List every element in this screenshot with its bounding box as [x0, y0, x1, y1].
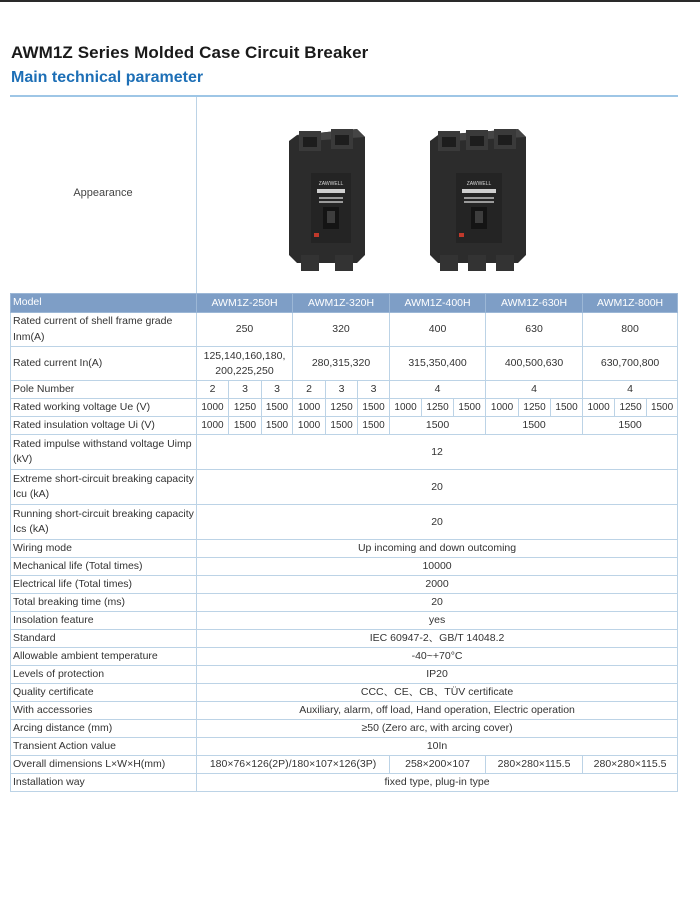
table-row [11, 505, 678, 540]
row-label: Extreme short-circuit breaking capacity Icu (kA) [11, 470, 197, 505]
cell: 4 [390, 381, 486, 399]
table-row [11, 313, 678, 347]
cell: 1500 [229, 417, 262, 435]
cell: 1500 [358, 417, 390, 435]
cell: 12 [197, 435, 678, 470]
cell: 2 [293, 381, 326, 399]
row-label: Wiring mode [11, 540, 197, 558]
section-subtitle: Main technical parameter [11, 69, 204, 86]
cell: 20 [197, 505, 678, 540]
cell: 1500 [326, 417, 358, 435]
cell: 3 [229, 381, 262, 399]
cell: 280×280×115.5 [583, 756, 678, 774]
row-label: Rated current In(A) [11, 347, 197, 381]
table-row [11, 774, 678, 792]
cell: 125,140,160,180, 200,225,250 [197, 347, 293, 381]
appearance-label: Appearance [73, 187, 133, 199]
table-row [11, 435, 678, 470]
cell: 1250 [229, 399, 262, 417]
table-row [11, 594, 678, 612]
cell: 4 [486, 381, 583, 399]
table-row [11, 666, 678, 684]
breaker-3p-image [428, 127, 528, 273]
cell: 1250 [519, 399, 551, 417]
table-row [11, 381, 678, 399]
cell: 1250 [422, 399, 454, 417]
cell: IP20 [197, 666, 678, 684]
cell: 180×76×126(2P)/180×107×126(3P) [197, 756, 390, 774]
row-label: Transient Action value [11, 738, 197, 756]
cell: 3 [358, 381, 390, 399]
cell: 258×200×107 [390, 756, 486, 774]
cell: 1500 [551, 399, 583, 417]
cell: 1500 [583, 417, 678, 435]
row-label: Allowable ambient temperature [11, 648, 197, 666]
row-label: Electrical life (Total times) [11, 576, 197, 594]
table-row [11, 702, 678, 720]
table-row [11, 630, 678, 648]
spec-table [10, 293, 678, 792]
table-row [11, 738, 678, 756]
cell: 320 [293, 313, 390, 347]
cell: IEC 60947-2、GB/T 14048.2 [197, 630, 678, 648]
table-row [11, 558, 678, 576]
table-row [11, 417, 678, 435]
breaker-3p-brand: ZAWWELL [466, 181, 492, 187]
cell: 400,500,630 [486, 347, 583, 381]
cell: 4 [583, 381, 678, 399]
cell: 1250 [615, 399, 647, 417]
cell: fixed type, plug-in type [197, 774, 678, 792]
cell: 1000 [390, 399, 422, 417]
row-label: Quality certificate [11, 684, 197, 702]
row-label: Total breaking time (ms) [11, 594, 197, 612]
cell: 2000 [197, 576, 678, 594]
cell: 1000 [197, 417, 229, 435]
table-row [11, 540, 678, 558]
cell: 630,700,800 [583, 347, 678, 381]
row-label: Levels of protection [11, 666, 197, 684]
cell: 1000 [293, 417, 326, 435]
table-row [11, 756, 678, 774]
cell: 1500 [262, 417, 293, 435]
top-rule [0, 0, 700, 2]
cell: 400 [390, 313, 486, 347]
row-label: Pole Number [11, 381, 197, 399]
cell: 315,350,400 [390, 347, 486, 381]
page-title: AWM1Z Series Molded Case Circuit Breaker [11, 43, 369, 62]
cell: 280×280×115.5 [486, 756, 583, 774]
breaker-2p-image [287, 127, 367, 273]
cell: 250 [197, 313, 293, 347]
appearance-section [10, 97, 678, 294]
table-row [11, 576, 678, 594]
cell: yes [197, 612, 678, 630]
row-label: Insolation feature [11, 612, 197, 630]
row-label: Installation way [11, 774, 197, 792]
appearance-divider [196, 97, 197, 293]
cell: -40~+70°C [197, 648, 678, 666]
row-label: Arcing distance (mm) [11, 720, 197, 738]
cell: 1000 [486, 399, 519, 417]
cell: 3 [262, 381, 293, 399]
row-label: Rated working voltage Ue (V) [11, 399, 197, 417]
row-label: With accessories [11, 702, 197, 720]
cell: 1500 [454, 399, 486, 417]
row-label: Rated current of shell frame grade Inm(A) [11, 313, 197, 347]
row-label: Overall dimensions L×W×H(mm) [11, 756, 197, 774]
table-row [11, 612, 678, 630]
row-label: Mechanical life (Total times) [11, 558, 197, 576]
model-header: AWM1Z-630H [486, 294, 583, 313]
cell: 280,315,320 [293, 347, 390, 381]
table-row [11, 347, 678, 381]
table-row [11, 399, 678, 417]
cell: 3 [326, 381, 358, 399]
row-label: Rated impulse withstand voltage Uimp (kV) [11, 435, 197, 470]
cell: Up incoming and down outcoming [197, 540, 678, 558]
cell: 1000 [293, 399, 326, 417]
cell: 1000 [197, 399, 229, 417]
model-header: AWM1Z-320H [293, 294, 390, 313]
cell: 1500 [390, 417, 486, 435]
breaker-2p-brand: ZAWWELL [318, 181, 344, 187]
table-header-row [11, 294, 678, 313]
cell: 10In [197, 738, 678, 756]
table-row [11, 470, 678, 505]
header-label: Model [11, 294, 197, 313]
model-header: AWM1Z-400H [390, 294, 486, 313]
cell: CCC、CE、CB、TÜV certificate [197, 684, 678, 702]
cell: 1500 [358, 399, 390, 417]
model-header: AWM1Z-800H [583, 294, 678, 313]
row-label: Rated insulation voltage Ui (V) [11, 417, 197, 435]
cell: ≥50 (Zero arc, with arcing cover) [197, 720, 678, 738]
model-header: AWM1Z-250H [197, 294, 293, 313]
row-label: Standard [11, 630, 197, 648]
cell: 630 [486, 313, 583, 347]
table-row [11, 684, 678, 702]
cell: 2 [197, 381, 229, 399]
cell: 800 [583, 313, 678, 347]
cell: 1500 [262, 399, 293, 417]
cell: Auxiliary, alarm, off load, Hand operation, Electric operation [197, 702, 678, 720]
cell: 20 [197, 470, 678, 505]
cell: 1500 [486, 417, 583, 435]
cell: 1500 [647, 399, 678, 417]
table-row [11, 648, 678, 666]
table-row [11, 720, 678, 738]
cell: 1000 [583, 399, 615, 417]
cell: 1250 [326, 399, 358, 417]
row-label: Running short-circuit breaking capacity Ics (kA) [11, 505, 197, 540]
cell: 20 [197, 594, 678, 612]
cell: 10000 [197, 558, 678, 576]
